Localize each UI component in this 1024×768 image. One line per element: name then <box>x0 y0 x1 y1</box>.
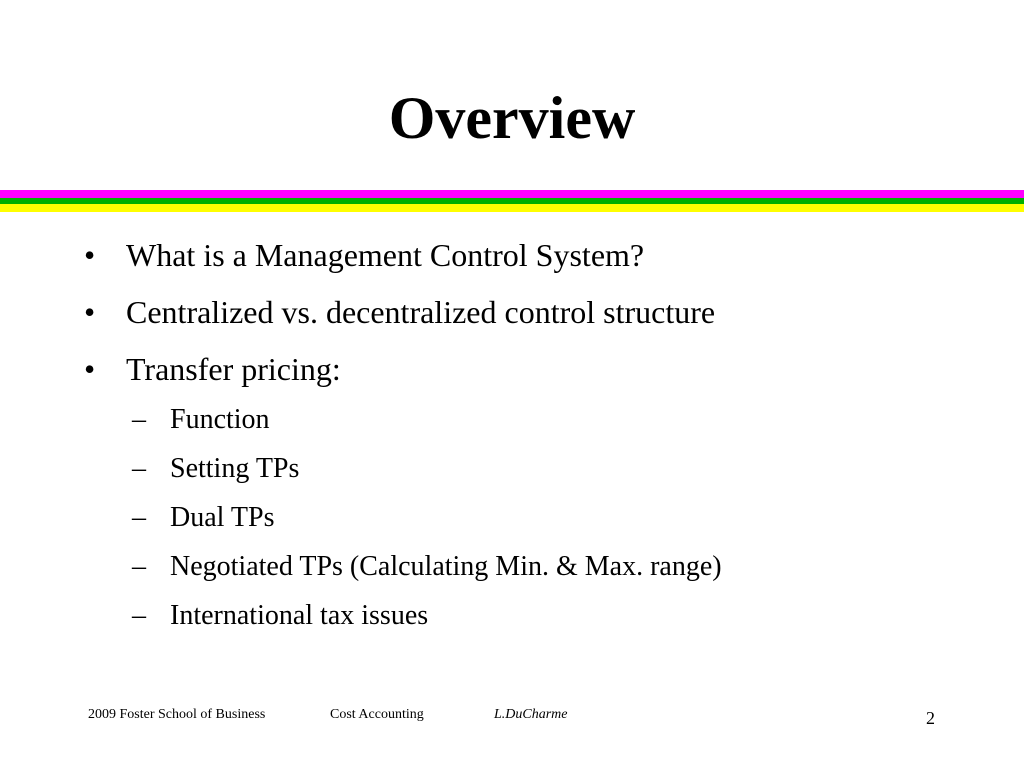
footer-course: Cost Accounting <box>330 707 424 722</box>
magenta-stripe <box>0 190 1024 198</box>
bullet-text: Transfer pricing: <box>126 351 341 387</box>
sub-bullet-marker: – <box>132 600 146 631</box>
yellow-stripe <box>0 204 1024 212</box>
title-underline-stripes <box>0 190 1024 212</box>
bullet-marker: • <box>84 237 96 273</box>
footer-author: L.DuCharme <box>494 707 568 722</box>
bullet-text: Centralized vs. decentralized control structure <box>126 294 716 330</box>
sub-bullet-text: International tax issues <box>170 600 429 631</box>
bullet-marker: • <box>84 294 96 330</box>
sub-bullet-item <box>132 403 270 437</box>
sub-bullet-text: Setting TPs <box>170 453 300 484</box>
bullet-item <box>84 235 644 275</box>
sub-bullet-item <box>132 452 299 486</box>
sub-bullet-item <box>132 599 428 633</box>
slide-title: Overview <box>388 85 636 151</box>
bullet-text: What is a Management Control System? <box>126 237 645 273</box>
bullet-item <box>84 292 715 332</box>
sub-bullet-text: Function <box>170 404 270 435</box>
sub-bullet-text: Negotiated TPs (Calculating Min. & Max. range) <box>170 551 722 582</box>
page-number: 2 <box>926 708 935 728</box>
footer-institution: 2009 Foster School of Business <box>88 707 266 722</box>
sub-bullet-text: Dual TPs <box>170 502 275 533</box>
sub-bullet-marker: – <box>132 551 146 582</box>
sub-bullet-item <box>132 550 722 584</box>
sub-bullet-item <box>132 501 275 535</box>
sub-bullet-marker: – <box>132 453 146 484</box>
sub-bullet-marker: – <box>132 502 146 533</box>
bullet-item <box>84 349 341 389</box>
bullet-marker: • <box>84 351 96 387</box>
sub-bullet-marker: – <box>132 404 146 435</box>
